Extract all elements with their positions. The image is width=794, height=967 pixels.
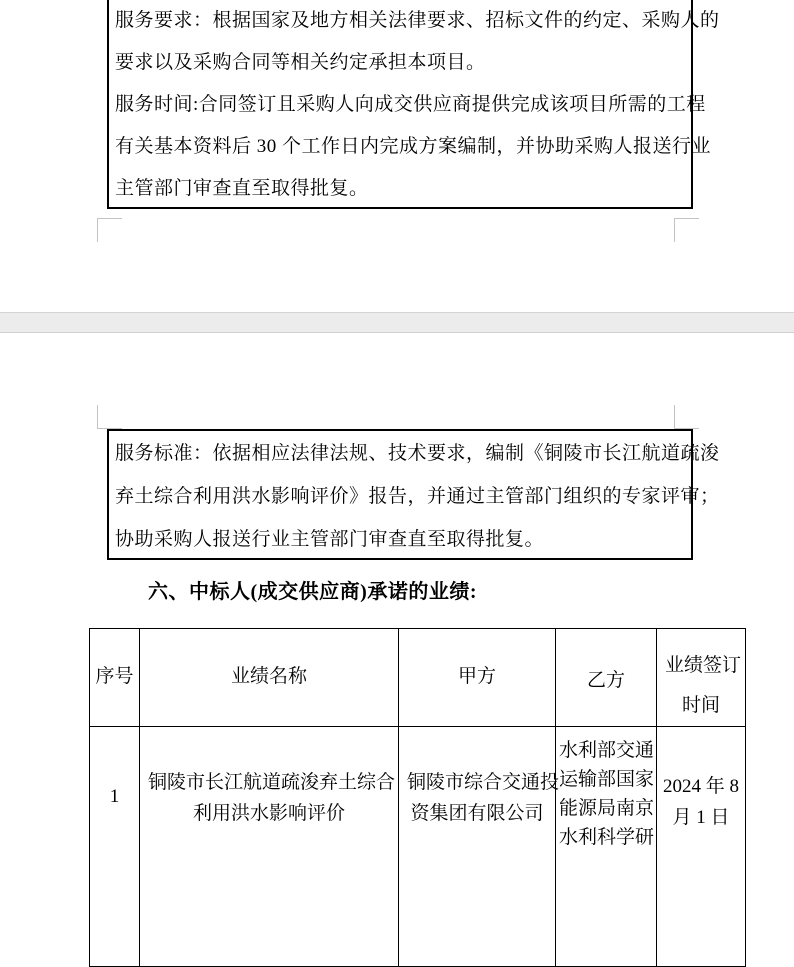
header-label: 甲方	[457, 666, 496, 687]
header-label: 序号	[95, 666, 134, 687]
cell-text: 水利部交通	[559, 740, 655, 761]
table-row	[90, 727, 746, 967]
cell-party-b[interactable]	[556, 727, 657, 967]
header-cell-no[interactable]	[90, 629, 140, 727]
margin-corner-mark	[674, 218, 699, 242]
margin-corner-mark	[97, 218, 122, 242]
page-break-gap	[0, 312, 794, 333]
service-standard-box[interactable]	[107, 429, 720, 560]
paragraph-line[interactable]: 服务标准：依据相应法律法规、技术要求，编制《铜陵市长江航道疏浚	[115, 443, 720, 464]
performance-table	[89, 628, 746, 967]
cell-text: 1	[109, 786, 120, 807]
table-header-row	[90, 629, 746, 727]
cell-text: 能源局南京	[559, 798, 655, 819]
paragraph-line[interactable]: 主管部门审查直至取得批复。	[115, 178, 369, 199]
cell-party-a[interactable]	[399, 727, 560, 967]
paragraph-line[interactable]: 协助采购人报送行业主管部门审查直至取得批复。	[115, 529, 545, 550]
paragraph-line[interactable]: 服务要求：根据国家及地方相关法律要求、招标文件的约定、采购人的	[115, 10, 720, 31]
cell-text: 月 1 日	[672, 807, 730, 828]
paragraph-line[interactable]: 服务时间:合同签订且采购人向成交供应商提供完成该项目所需的工程	[115, 94, 706, 115]
header-cell-name[interactable]	[140, 629, 399, 727]
cell-no[interactable]	[90, 727, 140, 967]
header-label: 时间	[681, 695, 720, 716]
paragraph-line[interactable]: 有关基本资料后 30 个工作日内完成方案编制，并协助采购人报送行业	[115, 136, 712, 157]
cell-text: 利用洪水影响评价	[192, 803, 345, 824]
cell-text: 铜陵市长江航道疏浚弃土综合	[148, 772, 396, 793]
cell-text: 铜陵市综合交通投	[407, 772, 560, 793]
page-1[interactable]	[0, 0, 794, 312]
header-cell-party-a[interactable]	[399, 629, 556, 727]
cell-text: 运输部国家	[559, 769, 655, 790]
cell-name[interactable]	[140, 727, 399, 967]
header-label: 乙方	[586, 670, 625, 691]
header-cell-date[interactable]	[657, 629, 746, 727]
page-2[interactable]	[0, 333, 794, 848]
margin-corner-mark	[674, 405, 699, 429]
margin-corner-mark	[97, 405, 122, 429]
paragraph-line[interactable]: 要求以及采购合同等相关约定承担本项目。	[115, 52, 486, 73]
service-requirements-box[interactable]	[107, 0, 720, 209]
header-label: 业绩签订	[665, 655, 742, 676]
cell-text: 2024 年 8	[662, 776, 739, 797]
header-label: 业绩名称	[230, 666, 307, 687]
paragraph-line[interactable]: 弃土综合利用洪水影响评价》报告，并通过主管部门组织的专家评审；	[115, 486, 720, 507]
header-cell-party-b[interactable]	[556, 629, 657, 727]
cell-text: 水利科学研	[559, 827, 655, 848]
cell-date[interactable]	[657, 727, 746, 967]
cell-text: 资集团有限公司	[410, 803, 544, 824]
section-heading[interactable]: 六、中标人(成交供应商)承诺的业绩:	[148, 581, 477, 603]
